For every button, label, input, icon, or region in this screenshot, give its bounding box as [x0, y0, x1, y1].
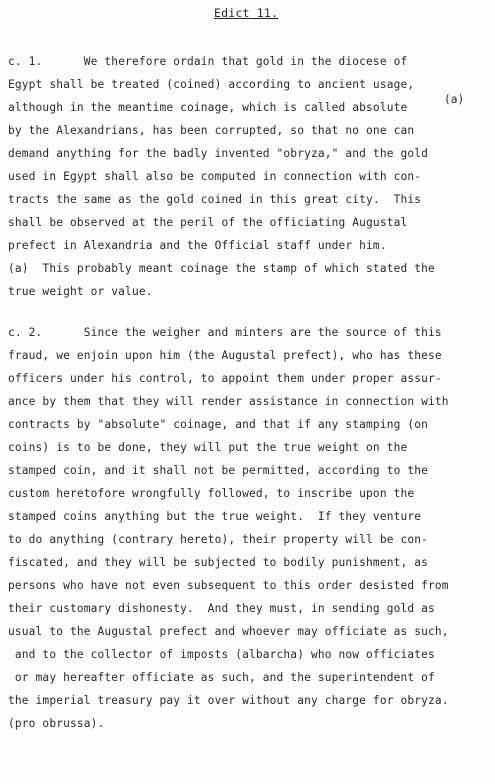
text-line: although in the meantime coinage, which is called absolute: [8, 101, 408, 114]
text-line: to do anything (contrary hereto), their property will be con-: [8, 533, 429, 546]
text-line: demand anything for the badly invented "obryza," and the gold: [8, 147, 429, 160]
footnote-line: (a) This probably meant coinage the stamp of which stated the: [8, 262, 435, 275]
text-line: or may hereafter officiate as such, and the superintendent of: [8, 671, 435, 684]
text-line: their customary dishonesty. And they must, in sending gold as: [8, 602, 435, 615]
text-line: shall be observed at the peril of the officiating Augustal: [8, 216, 408, 229]
text-line: stamped coin, and it shall not be permitted, according to the: [8, 464, 429, 477]
text-line: ance by them that they will render assistance in connection with: [8, 395, 449, 408]
text-line: c. 1. We therefore ordain that gold in the diocese of: [8, 55, 408, 68]
text-line: and to the collector of imposts (albarcha) who now officiates: [8, 648, 435, 661]
footnote-line: true weight or value.: [8, 285, 153, 298]
text-line: Egypt shall be treated (coined) according to ancient usage,: [8, 78, 415, 91]
text-line: fraud, we enjoin upon him (the Augustal prefect), who has these: [8, 349, 442, 362]
text-line: by the Alexandrians, has been corrupted, so that no one can: [8, 124, 415, 137]
text-line: (pro obrussa).: [8, 717, 105, 730]
margin-note: (a): [444, 93, 465, 106]
text-line: used in Egypt shall also be computed in connection with con-: [8, 170, 422, 183]
text-line: usual to the Augustal prefect and whoever may officiate as such,: [8, 625, 449, 638]
text-line: the imperial treasury pay it over without any charge for obryza.: [8, 694, 449, 707]
text-line: prefect in Alexandria and the Official staff under him.: [8, 239, 387, 252]
text-line: custom heretofore wrongfully followed, to inscribe upon the: [8, 487, 415, 500]
text-line: officers under his control, to appoint them under proper assur-: [8, 372, 442, 385]
text-line: fiscated, and they will be subjected to bodily punishment, as: [8, 556, 429, 569]
text-line: stamped coins anything but the true weight. If they venture: [8, 510, 422, 523]
text-line: persons who have not even subsequent to this order desisted from: [8, 579, 449, 592]
text-line: contracts by "absolute" coinage, and that if any stamping (on: [8, 418, 429, 431]
text-line: coins) is to be done, they will put the true weight on the: [8, 441, 408, 454]
text-line: c. 2. Since the weigher and minters are the source of this: [8, 326, 442, 339]
document-title: Edict 11.: [214, 6, 279, 20]
text-line: tracts the same as the gold coined in this great city. This: [8, 193, 422, 206]
